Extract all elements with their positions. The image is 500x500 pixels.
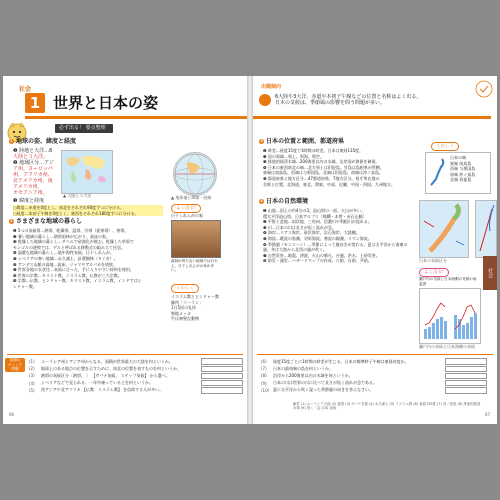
trend-title: 出題傾向: [261, 84, 282, 90]
s4-item: ❹ 海岸…リアス海岸、砂浜海岸、岩石海岸、大陸棚。: [263, 230, 360, 236]
globe-icon: [174, 153, 216, 195]
kuwashiku-line: 聖地メッカ: [171, 310, 191, 316]
s2-item: ❺ シベリアの寒い地域…永久凍土、針葉樹林（タイガ）。: [13, 255, 118, 261]
globe: [173, 152, 217, 196]
page-number: 66: [9, 412, 15, 417]
s3-item: 名称と位置、北海道、東北、関東、中部、近畿、中国・四国、九州地方。: [263, 181, 395, 187]
s2-item: ❸ 乾燥した地域の暮らし…サヘルで砂漠化が進む。乾燥した草原で: [13, 239, 134, 245]
s3-item: 東端は南鳥島、西端は与那国島、北端は択捉島、南端は沖ノ鳥島。: [263, 170, 383, 176]
kuwashiku-line: 南端 沖ノ鳥島: [450, 171, 476, 177]
kuwashiku-line: 北端 択捉島: [450, 177, 472, 183]
page-number: 67: [485, 412, 491, 417]
s3-item: ❷ 国の領域…領土、領海、領空。: [263, 153, 324, 159]
yoku-deru-text: 瀬戸内の気候と日本海側の気候の雨温図: [419, 277, 477, 286]
trend-line: 日本の気候は、季節風の影響を問う問題が多い。: [275, 100, 386, 106]
trend-text: [275, 94, 421, 106]
question-text: 熱帯の気候区分〔熱帯、 〕 【サバナ気候、 ステップ気候】 から選べ。: [41, 372, 170, 378]
check-questions-label: 基礎の チェック 問題: [7, 358, 23, 371]
question-text: 日本の最南端の島を何というか。: [273, 365, 333, 371]
s1-item: アメリカ州、: [13, 184, 43, 190]
check-questions-button[interactable]: [5, 358, 25, 372]
question-number: (7): [261, 366, 267, 372]
subject-side-tab[interactable]: 社会: [483, 256, 497, 290]
checklist-icon: [475, 80, 493, 98]
s4-item: ❼ 自然災害…地震、津波、火山の噴火、台風、洪水、土砂災害。: [263, 252, 380, 258]
question-text: 地球上のある地点の位置を示すために、南北の位置を表すものを何というか。: [41, 365, 181, 371]
mudbrick-house-photo: [171, 220, 221, 258]
section-2-title: さまざまな地域の暮らし: [16, 218, 83, 225]
s4-item: 環太平洋造山帯、日本アルプス（飛驒・木曽・赤石山脈）: [263, 213, 367, 219]
answer-box[interactable]: [445, 387, 487, 394]
question-text: 沿岸から200海里以内の水域を何というか。: [273, 372, 353, 378]
answer-box[interactable]: [445, 366, 487, 373]
s3-item: ❶ 時差…経度15度で1時間の時差。日本は東経135度。: [263, 148, 364, 153]
question-number: (8): [261, 373, 267, 379]
question-number: (4): [29, 380, 35, 386]
japan-climate-map: [419, 200, 469, 258]
japan-extremes-box: [425, 152, 491, 194]
question-row: [29, 372, 243, 379]
s4-item: ❺ 海流…暖流の黒潮、対馬海流、寒流の親潮、リマン海流。: [263, 235, 372, 241]
title-underline: [253, 116, 491, 119]
question-text: ユーラシア州とアジア州からなる、面積が世界最大の大陸を何というか。: [41, 358, 173, 364]
section-3-marker: 3: [260, 139, 263, 143]
question-row: [29, 380, 243, 387]
section-3-list: [263, 148, 423, 187]
question-number: (5): [29, 387, 35, 393]
s1-item: ア州、ヨーロッパ: [13, 166, 53, 172]
question-number: (6): [261, 359, 267, 365]
s2-item: ❻ アンデス山脈の高地…高床、リャマやアルパカを放牧。: [13, 261, 117, 267]
questions-divider: [257, 354, 493, 355]
s2-item: ❹ 温暖な地域の暮らし…地中海性気候、日干しれんが。: [13, 250, 114, 256]
question-list: [29, 358, 243, 394]
kuwashiku-line: 牛は神聖な動物: [171, 316, 199, 322]
kuwashiku-tag: くわしく: [431, 142, 459, 151]
answer-box[interactable]: [445, 358, 487, 365]
answer-footer: 解答 (1) ユーラシア大陸 (2) 緯度 (3) サバナ気候 (4) 永久凍土 (5) イスラム教 (6) 東経135度 (7) 沖ノ鳥島 (8) 排他的経済水域 (9) 短く・急 (10) 南東: [293, 402, 481, 411]
japan-climate-map-icon: [420, 201, 468, 257]
climate-graph-icon: [420, 289, 480, 343]
ocean-current-map-icon: [476, 201, 496, 257]
section-4-heading: [259, 198, 308, 205]
s4-item: ❷ 平野と盆地…扇状地、三角州、信濃川や利根川が流れる。: [263, 219, 372, 225]
s2-item: モンゴルの遊牧では、ゲルと呼ばれる移動式の組み立て住居。: [13, 244, 125, 250]
section-3-title: 日本の位置と範囲、都道府県: [266, 138, 345, 145]
world-map-caption: ▲ 大陸と３大洋: [63, 193, 92, 198]
s2-item: ❼ 世界各地の衣食住…気候に合った、手に入りやすい材料を使用。: [13, 267, 134, 273]
section-1-heading: [9, 138, 76, 145]
section-4-marker: 4: [260, 199, 263, 203]
s4-item: ❽ 防災・減災…ハザードマップの作成、公助、自助、共助。: [263, 258, 372, 264]
section-3-heading: [259, 138, 344, 145]
yoku-deru-tag: よく出る!: [171, 204, 201, 213]
section-1-title: 地球の姿、緯度と経度: [16, 138, 77, 145]
section-2-heading: [9, 218, 82, 225]
answer-box[interactable]: [201, 358, 243, 365]
yoku-deru-tag: よく出る!: [419, 268, 449, 277]
section-2-list: [13, 228, 159, 290]
yoku-deru-text: 日干しれんがの家: [171, 213, 203, 218]
question-number: (9): [261, 380, 267, 386]
question-row: [261, 372, 487, 379]
question-list: [261, 358, 487, 394]
graph-caption: 瀬戸内の気候と日本海側の気候: [419, 344, 475, 349]
question-row: [261, 358, 487, 365]
kuwashiku-list: [450, 155, 475, 183]
question-text: 西アジアや北アフリカ 【仏教 イスラム教】 を信仰する人が多い。: [41, 387, 164, 393]
question-number: (3): [29, 373, 35, 379]
world-map: [61, 150, 113, 194]
s2-item: ❾ 宗教…仏教、ヒンドゥー教、キリスト教、イスラム教、インドではヒ: [13, 278, 142, 284]
s1-item: ○緯度…赤道を0度とし、南北をそれぞれ90度ずつに分ける。: [13, 205, 163, 211]
title-underline: [25, 116, 247, 119]
question-text: 経度15度ごとに1時間の時差が生じる。日本の標準時子午線は東経何度か。: [273, 358, 409, 364]
question-number: (2): [29, 366, 35, 372]
kuwashiku-line: 1日5回の礼拝: [171, 305, 197, 311]
s1-item: ❷ 地域区分…アジ: [13, 160, 54, 166]
question-text: 夏に太平洋から吹く湿った季節風の向きを答えなさい。: [273, 387, 373, 393]
globe-caption: ▲ 地球儀と緯線・経線: [171, 195, 212, 200]
section-4-title: 日本の自然環境: [266, 198, 309, 205]
climate-graph: [419, 288, 481, 344]
s4-item: ❸ 川…日本の川は長さが短く流れが急。: [263, 224, 336, 230]
question-row: [261, 380, 487, 387]
answer-box[interactable]: [445, 380, 487, 387]
answer-box[interactable]: [201, 366, 243, 373]
s1-item: ○経度…本初子午線を0度とし、東西をそれぞれ180度ずつに分ける。: [13, 211, 163, 217]
s1-item: ❸ 緯度と経度: [13, 198, 45, 204]
ocean-current-map: [475, 200, 497, 258]
japan-outline-icon: [428, 157, 448, 187]
s2-item: ❷ 暑い地域の暮らし…熱帯雨林が広がり、高床の家。: [13, 233, 110, 239]
s1-item: 州、アフリカ州、: [13, 172, 53, 178]
s4-item: ❻ 季節風（モンスーン）…季節によって風向きが変わる。夏は太平洋から南東の風、冬は大陸から北西の風が吹く。: [263, 241, 408, 253]
answer-box[interactable]: [201, 373, 243, 380]
s1-item: 北アメリカ州、南: [13, 178, 53, 184]
question-row: [261, 387, 487, 394]
s1-item: ❶ 陸地と大洋…6: [13, 148, 53, 154]
kuwashiku-line: イスラム教とヒンドゥー教: [171, 294, 219, 299]
answer-box[interactable]: [201, 387, 243, 394]
section-bar: 必ず出る！ 要点整理: [55, 124, 113, 133]
answer-box[interactable]: [201, 380, 243, 387]
right-page: [253, 76, 497, 424]
question-row: [261, 365, 487, 372]
section-2-marker: 2: [10, 219, 13, 223]
s2-item: ンドゥー教。: [13, 283, 37, 289]
s3-item: ❺ 都道府県と地方区分…47都道府県、7地方区分。県庁所在地の: [263, 175, 380, 181]
world-map-icon: [62, 151, 112, 193]
question-text: シベリアなどで見られる、一年中凍っている土を何というか。: [41, 380, 153, 386]
question-number: (1): [29, 359, 35, 365]
section-1-marker: 1: [10, 139, 13, 143]
section-4-list: [263, 208, 413, 264]
left-page: [3, 76, 247, 424]
s4-item: ❶ 山地…国土の約4分の3。造山帯の一部。火山が多い。: [263, 208, 365, 213]
subject-label: 社会: [19, 86, 32, 93]
questions-divider: [7, 354, 243, 355]
s1-item: 大陸と３大洋。: [13, 154, 49, 160]
trend-icon: [259, 94, 271, 106]
japan-map-caption: 日本の気候区分: [419, 258, 447, 263]
s2-item: ❽ 世界の宗教…キリスト教、イスラム教、仏教が三大宗教。: [13, 272, 122, 278]
trend-line: 6大陸や3大洋、赤道や本初子午線などの位置と名称はよく出る。: [275, 94, 422, 100]
question-text: 日本の川は世界の川に比べて長さが短く流れが急である。: [273, 380, 377, 386]
kuwashiku-line: 西端 与那国島: [450, 166, 476, 172]
s2-item: ❶ 5つの気候帯…熱帯、乾燥帯、温帯、冷帯（亜寒帯）、寒帯。: [13, 228, 129, 233]
s3-item: ❹ 日本の東西南北の端…北方領土は択捉島。竹島は島根県が管轄。: [263, 164, 384, 170]
question-row: [29, 365, 243, 372]
question-row: [29, 387, 243, 394]
photo-caption: 森林が育たない地域では石や土、日干しれんがの家が多い。: [171, 259, 218, 273]
s3-item: ❸ 排他的経済水域…200海里以内の水域。沿岸国が資源を確保。: [263, 159, 380, 165]
unit-number: 1: [25, 93, 45, 113]
question-number: (10): [261, 387, 270, 393]
kuwashiku-box: [171, 294, 221, 322]
kuwashiku-line: 豚肉「コーラン」: [171, 299, 203, 305]
kuwashiku-line: 日本の端: [450, 155, 466, 160]
s1-item: オセアニア州。: [13, 190, 48, 196]
kuwashiku-line: 東端 南鳥島: [450, 160, 472, 166]
page-title: 世界と日本の姿: [53, 94, 159, 112]
answer-box[interactable]: [445, 373, 487, 380]
kuwashiku-tag: くわしく: [171, 284, 199, 293]
question-row: [29, 358, 243, 365]
